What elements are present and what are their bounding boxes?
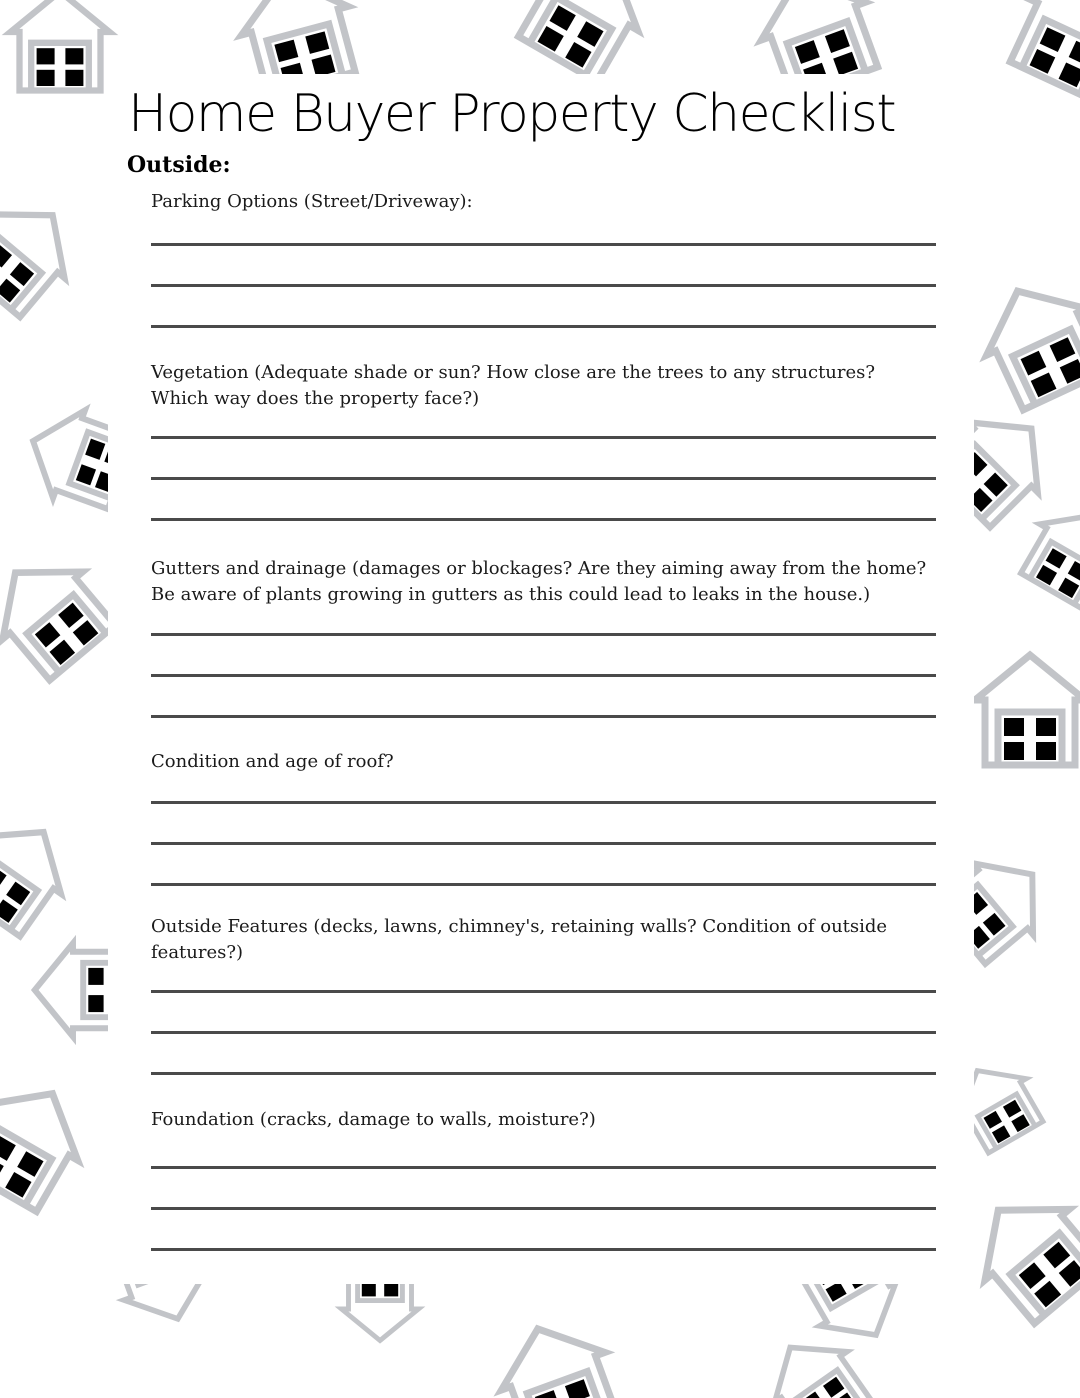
question-roof	[151, 749, 937, 775]
question-text: Vegetation (Adequate shade or sun? How close are the trees to any structures? Which way does the property face?)	[151, 362, 876, 409]
checklist-sheet	[108, 74, 974, 1284]
question-gutters	[151, 556, 937, 608]
answer-line[interactable]	[151, 284, 936, 287]
house-icon	[0, 539, 123, 686]
house-icon	[10, 0, 109, 90]
answer-line[interactable]	[151, 243, 936, 246]
page-title: Home Buyer Property Checklist	[128, 84, 896, 144]
answer-line[interactable]	[151, 801, 936, 804]
answer-line[interactable]	[151, 325, 936, 328]
answer-line[interactable]	[151, 633, 936, 636]
answer-line[interactable]	[151, 1207, 936, 1210]
house-icon	[486, 1310, 627, 1398]
house-icon	[0, 804, 84, 942]
house-icon	[975, 655, 1080, 765]
question-text: Parking Options (Street/Driveway):	[151, 191, 473, 212]
answer-line[interactable]	[151, 436, 936, 439]
question-vegetation	[151, 360, 937, 412]
answer-line[interactable]	[151, 674, 936, 677]
question-text: Gutters and drainage (damages or blockages? Are they aiming away from the home? Be aware of plants growing in gutters as this could lead to leaks in the house.)	[151, 558, 927, 605]
answer-line[interactable]	[151, 842, 936, 845]
answer-line[interactable]	[151, 1166, 936, 1169]
house-icon	[1001, 0, 1080, 104]
answer-line[interactable]	[151, 883, 936, 886]
section-heading-outside: Outside:	[127, 152, 231, 178]
answer-line[interactable]	[151, 990, 936, 993]
house-icon	[956, 1175, 1080, 1330]
answer-line[interactable]	[151, 715, 936, 718]
question-text: Condition and age of roof?	[151, 751, 394, 772]
answer-line[interactable]	[151, 477, 936, 480]
question-foundation	[151, 1107, 937, 1133]
question-text: Outside Features (decks, lawns, chimney's, retaining walls? Condition of outside features?)	[151, 916, 888, 963]
question-text: Foundation (cracks, damage to walls, moisture?)	[151, 1109, 596, 1130]
answer-line[interactable]	[151, 518, 936, 521]
answer-line[interactable]	[151, 1248, 936, 1251]
house-icon	[0, 1066, 100, 1216]
answer-line[interactable]	[151, 1072, 936, 1075]
house-icon	[0, 183, 91, 322]
house-icon	[968, 268, 1080, 414]
answer-line[interactable]	[151, 1031, 936, 1034]
question-parking	[151, 189, 937, 215]
house-icon	[1014, 493, 1080, 613]
question-outside-features	[151, 914, 937, 966]
